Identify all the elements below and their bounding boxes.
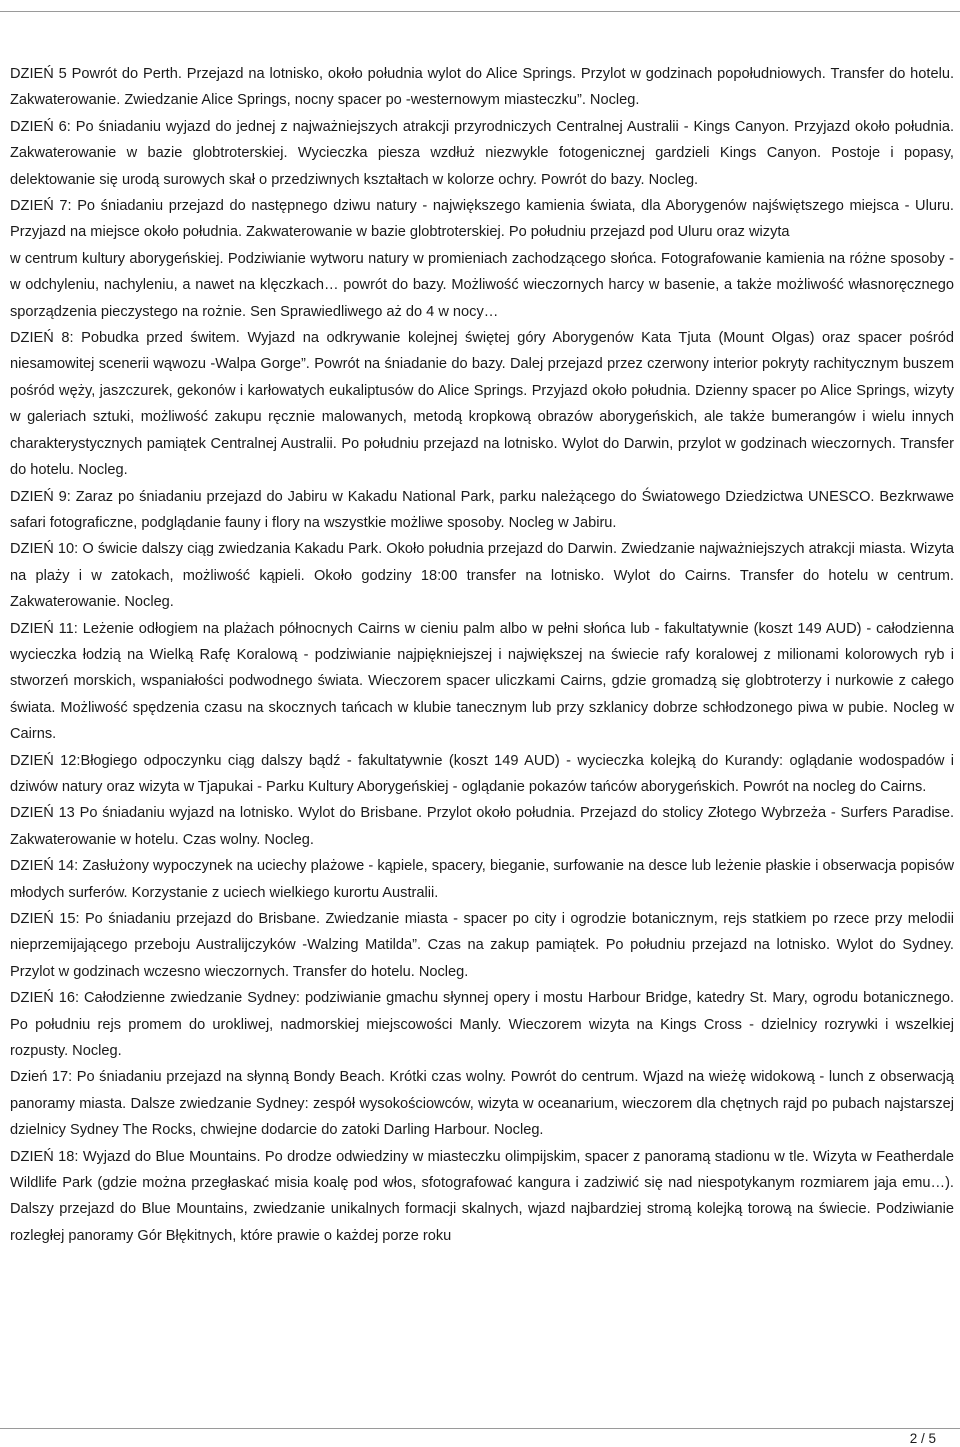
paragraph-day-17: Dzień 17: Po śniadaniu przejazd na słynną Bondy Beach. Krótki czas wolny. Powrót do centrum. Wjazd na wieżę widokową - lunch z obserwacją panoramy miasta. Dalsze zwiedzanie Sydney: zespół wysokościowców, wizyta w oceanarium, wieczorem dla chętnych rajd po pubach najstarszej dzielnicy Sydney The Rocks, chwiejne dodarcie do zatoki Darling Harbour. Nocleg. [10, 1069, 954, 1139]
paragraph-day-6: DZIEŃ 6: Po śniadaniu wyjazd do jednej z najważniejszych atrakcji przyrodniczych Centralnej Australii - Kings Canyon. Przyjazd około południa. Zakwaterowanie w bazie globtroterskiej. Wycieczka piesza wzdłuż niezwykle fotogenicznej gardzieli Kings Canyon. Postoje i popasy, delektowanie się urodą surowych skał o przedziwnych kształtach w kolorze ochry. Powrót do bazy. Nocleg. [10, 118, 954, 188]
paragraph-day-8: DZIEŃ 8: Pobudka przed świtem. Wyjazd na odkrywanie kolejnej świętej góry Aborygenów Kata Tjuta (Mount Olgas) oraz spacer pośród niesamowitej scenerii wąwozu -Walpa Gorge”. Powrót na śniadanie do bazy. Dalej przejazd przez czerwony interior pokryty rachitycznym buszem pośród węży, jaszczurek, gekonów i karłowatych eukaliptusów do Alice Springs. Przyjazd około południa. Dzienny spacer po Alice Springs, wizyty w galeriach sztuki, możliwość zakupu ręcznie malowanych, metodą kropkową obrazów aborygeńskich, ale także bumerangów i wielu innych charakterystycznych pamiątek Centralnej Australii. Po południu przejazd na lotnisko. Wylot do Darwin, przylot w godzinach wieczornych. Transfer do hotelu. Nocleg. [10, 330, 954, 479]
top-rule [0, 11, 960, 12]
paragraph-day-18: DZIEŃ 18: Wyjazd do Blue Mountains. Po drodze odwiedziny w miasteczku olimpijskim, spacer z panoramą stadionu w tle. Wizyta w Featherdale Wildlife Park (gdzie można przegłaskać misia koalę pod włos, sfotografować kangura i zadziwić się nad niespotykanym rozmiarem jaja emu…). Dalszy przejazd do Blue Mountains, zwiedzanie unikalnych formacji skalnych, wjazd najbardziej stromą kolejką torową na świecie. Podziwianie rozległej panoramy Gór Błękitnych, które prawie o każdej porze roku [10, 1148, 954, 1244]
document-body [10, 61, 954, 1249]
paragraph-day-12: DZIEŃ 12:Błogiego odpoczynku ciąg dalszy bądź - fakultatywnie (koszt 149 AUD) - wycieczka kolejką do Kurandy: oglądanie wodospadów i dziwów natury oraz wizyta w Tjapukai - Parku Kultury Aborygeńskiej - oglądanie pokazów tańców aborygeńskich. Powrót na nocleg do Cairns. [10, 752, 954, 795]
bottom-rule [0, 1428, 960, 1429]
paragraph-day-9: DZIEŃ 9: Zaraz po śniadaniu przejazd do Jabiru w Kakadu National Park, parku należącego do Światowego Dziedzictwa UNESCO. Bezkrwawe safari fotograficzne, podglądanie fauny i flory na wszystkie możliwe sposoby. Nocleg w Jabiru. [10, 488, 954, 531]
page-number: 2 / 5 [909, 1431, 936, 1446]
paragraph-day-13: DZIEŃ 13 Po śniadaniu wyjazd na lotnisko. Wylot do Brisbane. Przylot około południa. Przejazd do stolicy Złotego Wybrzeża - Surfers Paradise. Zakwaterowanie w hotelu. Czas wolny. Nocleg. [10, 805, 954, 848]
paragraph-day-15: DZIEŃ 15: Po śniadaniu przejazd do Brisbane. Zwiedzanie miasta - spacer po city i ogrodzie botanicznym, rejs statkiem po rzece przy melodii nieprzemijającego przeboju Australijczyków -Walzing Matilda”. Czas na zakup pamiątek. Po południu przejazd na lotnisko. Wylot do Sydney. Przylot w godzinach wczesno wieczornych. Transfer do hotelu. Nocleg. [10, 911, 954, 980]
paragraph-day-14: DZIEŃ 14: Zasłużony wypoczynek na uciechy plażowe - kąpiele, spacery, bieganie, surfowanie na desce lub leżenie płaskie i obserwacja popisów młodych surferów. Korzystanie z uciech wielkiego kurortu Australii. [10, 858, 954, 901]
paragraph-day-16: DZIEŃ 16: Całodzienne zwiedzanie Sydney: podziwianie gmachu słynnej opery i mostu Harbour Bridge, katedry St. Mary, ogrodu botanicznego. Po południu rejs promem do urokliwej, nadmorskiej miejscowości Manly. Wieczorem wizyta na Kings Cross - dzielnicy rozrywki i wszelkiej rozpusty. Nocleg. [10, 990, 954, 1060]
paragraph-day-10: DZIEŃ 10: O świcie dalszy ciąg zwiedzania Kakadu Park. Około południa przejazd do Darwin. Zwiedzanie najważniejszych atrakcji miasta. Wizyta na plaży i w zatokach, możliwość kąpieli. Około godziny 18:00 transfer na lotnisko. Wylot do Cairns. Transfer do hotelu w centrum. Zakwaterowanie. Nocleg. [10, 541, 954, 611]
paragraph-day-7-continued: w centrum kultury aborygeńskiej. Podziwianie wytworu natury w promieniach zachodzącego słońca. Fotografowanie kamienia na różne sposoby - w odchyleniu, nachyleniu, a nawet na klęczkach… powrót do bazy. Możliwość wieczornych harcy w basenie, a także możliwość własnoręcznego sporządzenia pieczystego na rożnie. Sen Sprawiedliwego aż do 4 w nocy… [10, 250, 954, 320]
paragraph-day-11: DZIEŃ 11: Leżenie odłogiem na plażach północnych Cairns w cieniu palm albo w pełni słońca lub - fakultatywnie (koszt 149 AUD) - całodzienna wycieczka łodzią na Wielką Rafę Koralową - podziwianie najpiękniejszej i największej na świecie rafy koralowej z milionami kolorowych ryb i stworzeń morskich, wspaniałości podwodnego świata. Wieczorem spacer uliczkami Cairns, gdzie gromadzą się globtroterzy i nurkowie z całego świata. Możliwość spędzenia czasu na skocznych tańcach w klubie tanecznym lub przy szklanicy dobrze schłodzonego piwa w pubie. Nocleg w Cairns. [10, 620, 954, 743]
paragraph-day-7: DZIEŃ 7: Po śniadaniu przejazd do następnego dziwu natury - największego kamienia świata, dla Aborygenów najświętszego miejsca - Uluru. Przyjazd na miejsce około południa. Zakwaterowanie w bazie globtroterskiej. Po południu przejazd pod Uluru oraz wizyta [10, 198, 954, 241]
paragraph-day-5: DZIEŃ 5 Powrót do Perth. Przejazd na lotnisko, około południa wylot do Alice Springs. Przylot w godzinach popołudniowych. Transfer do hotelu. Zakwaterowanie. Zwiedzanie Alice Springs, nocny spacer po -westernowym miasteczku”. Nocleg. [10, 66, 954, 109]
